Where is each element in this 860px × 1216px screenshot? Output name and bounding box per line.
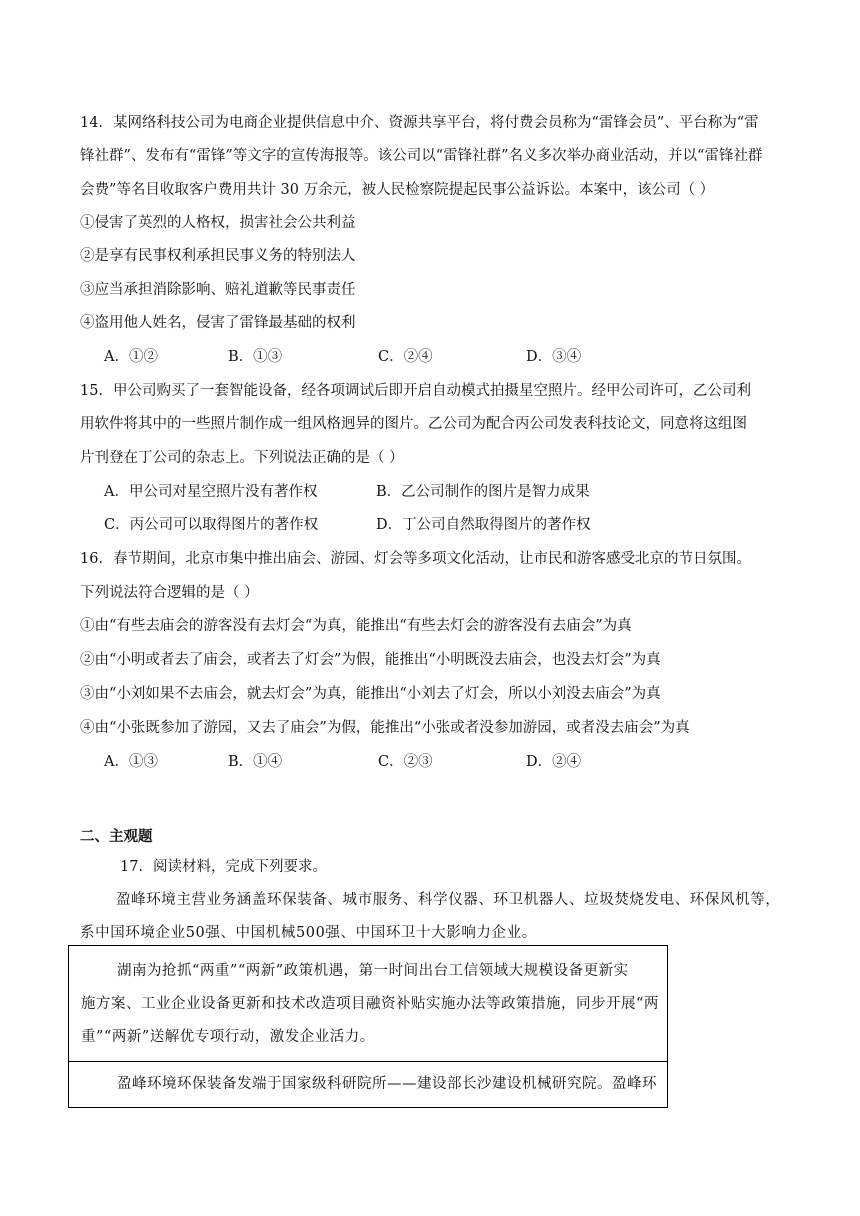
q15-option-c[interactable]: C．丙公司可以取得图片的著作权 — [104, 517, 319, 533]
q14-line-3: 会费”等名目收取客户费用共计 30 万余元，被人民检察院提起民事公益诉讼。本案中，该公司（ ） — [80, 182, 715, 198]
q17-prompt: 17．阅读材料，完成下列要求。 — [120, 859, 327, 875]
material-table-row-1 — [69, 946, 667, 1062]
table-row1-line-1: 湖南为抢抓“两重”“两新”政策机遇，第一时间出台工信领域大规模设备更新实 — [117, 963, 629, 979]
q15-option-a[interactable]: A．甲公司对星空照片没有著作权 — [104, 484, 318, 500]
section-heading: 二、主观题 — [80, 828, 153, 845]
q14-statement-1: ①侵害了英烈的人格权，损害社会公共利益 — [80, 215, 356, 231]
q16-statement-2: ②由“小明或者去了庙会，或者去了灯会”为假，能推出“小明既没去庙会，也没去灯会”为真 — [80, 652, 661, 668]
q15-line-1: 15．甲公司购买了一套智能设备，经各项调试后即开启自动模式拍摄星空照片。经甲公司许可，乙公司利 — [80, 383, 751, 399]
table-row2-line-1: 盈峰环境环保装备发端于国家级科研院所——建设部长沙建设机械研究院。盈峰环 — [117, 1076, 657, 1092]
q16-statement-3: ③由“小刘如果不去庙会，就去灯会”为真，能推出“小刘去了灯会，所以小刘没去庙会”为真 — [80, 686, 661, 702]
q16-statement-4: ④由“小张既参加了游园，又去了庙会”为假，能推出“小张或者没参加游园，或者没去庙会”为真 — [80, 720, 690, 736]
q14-line-2: 锋社群”、发布有“雷锋”等文字的宣传海报等。该公司以“雷锋社群”名义多次举办商业活动，并以“雷锋社群 — [80, 148, 763, 164]
q14-statement-2: ②是享有民事权利承担民事义务的特别法人 — [80, 248, 356, 264]
q14-line-1: 14．某网络科技公司为电商企业提供信息中介、资源共享平台，将付费会员称为“雷锋会员”、平台称为“雷 — [80, 115, 759, 131]
q14-option-a[interactable]: A．①② — [104, 349, 158, 365]
q15-option-b[interactable]: B．乙公司制作的图片是智力成果 — [376, 484, 590, 500]
q14-option-d[interactable]: D．③④ — [526, 349, 582, 365]
material-intro-line-2: 系中国环境企业50强、中国机械500强、中国环卫十大影响力企业。 — [80, 925, 537, 941]
q16-option-b[interactable]: B．①④ — [228, 754, 283, 770]
q14-option-c[interactable]: C．②④ — [378, 349, 433, 365]
q15-option-d[interactable]: D．丁公司自然取得图片的著作权 — [376, 517, 591, 533]
q16-option-c[interactable]: C．②③ — [378, 754, 433, 770]
q14-statement-4: ④盗用他人姓名，侵害了雷锋最基础的权利 — [80, 315, 356, 331]
material-intro-line-1: 盈峰环境主营业务涵盖环保装备、城市服务、科学仪器、环卫机器人、垃圾焚烧发电、环保风机等， — [116, 892, 781, 908]
q16-option-d[interactable]: D．②④ — [526, 754, 582, 770]
q16-line-2: 下列说法符合逻辑的是（ ） — [80, 585, 259, 601]
q15-line-2: 用软件将其中的一些照片制作成一组风格迥异的图片。乙公司为配合丙公司发表科技论文，同意将这组图 — [80, 416, 747, 432]
material-table — [68, 945, 668, 1108]
q15-line-3: 片刊登在丁公司的杂志上。下列说法正确的是（ ） — [80, 450, 404, 466]
table-row1-line-3: 重”“两新”送解优专项行动，激发企业活力。 — [81, 1029, 375, 1045]
q16-line-1: 16．春节期间，北京市集中推出庙会、游园、灯会等多项文化活动，让市民和游客感受北京的节日氛围。 — [80, 551, 751, 567]
q16-option-a[interactable]: A．①③ — [104, 754, 158, 770]
q16-statement-1: ①由“有些去庙会的游客没有去灯会“为真，能推出“有些去灯会的游客没有去庙会”为真 — [80, 618, 632, 634]
q14-statement-3: ③应当承担消除影响、赔礼道歉等民事责任 — [80, 282, 356, 298]
q14-option-b[interactable]: B．①③ — [228, 349, 283, 365]
table-row1-line-2: 施方案、工业企业设备更新和技术改造项目融资补贴实施办法等政策措施，同步开展“两 — [81, 996, 659, 1012]
